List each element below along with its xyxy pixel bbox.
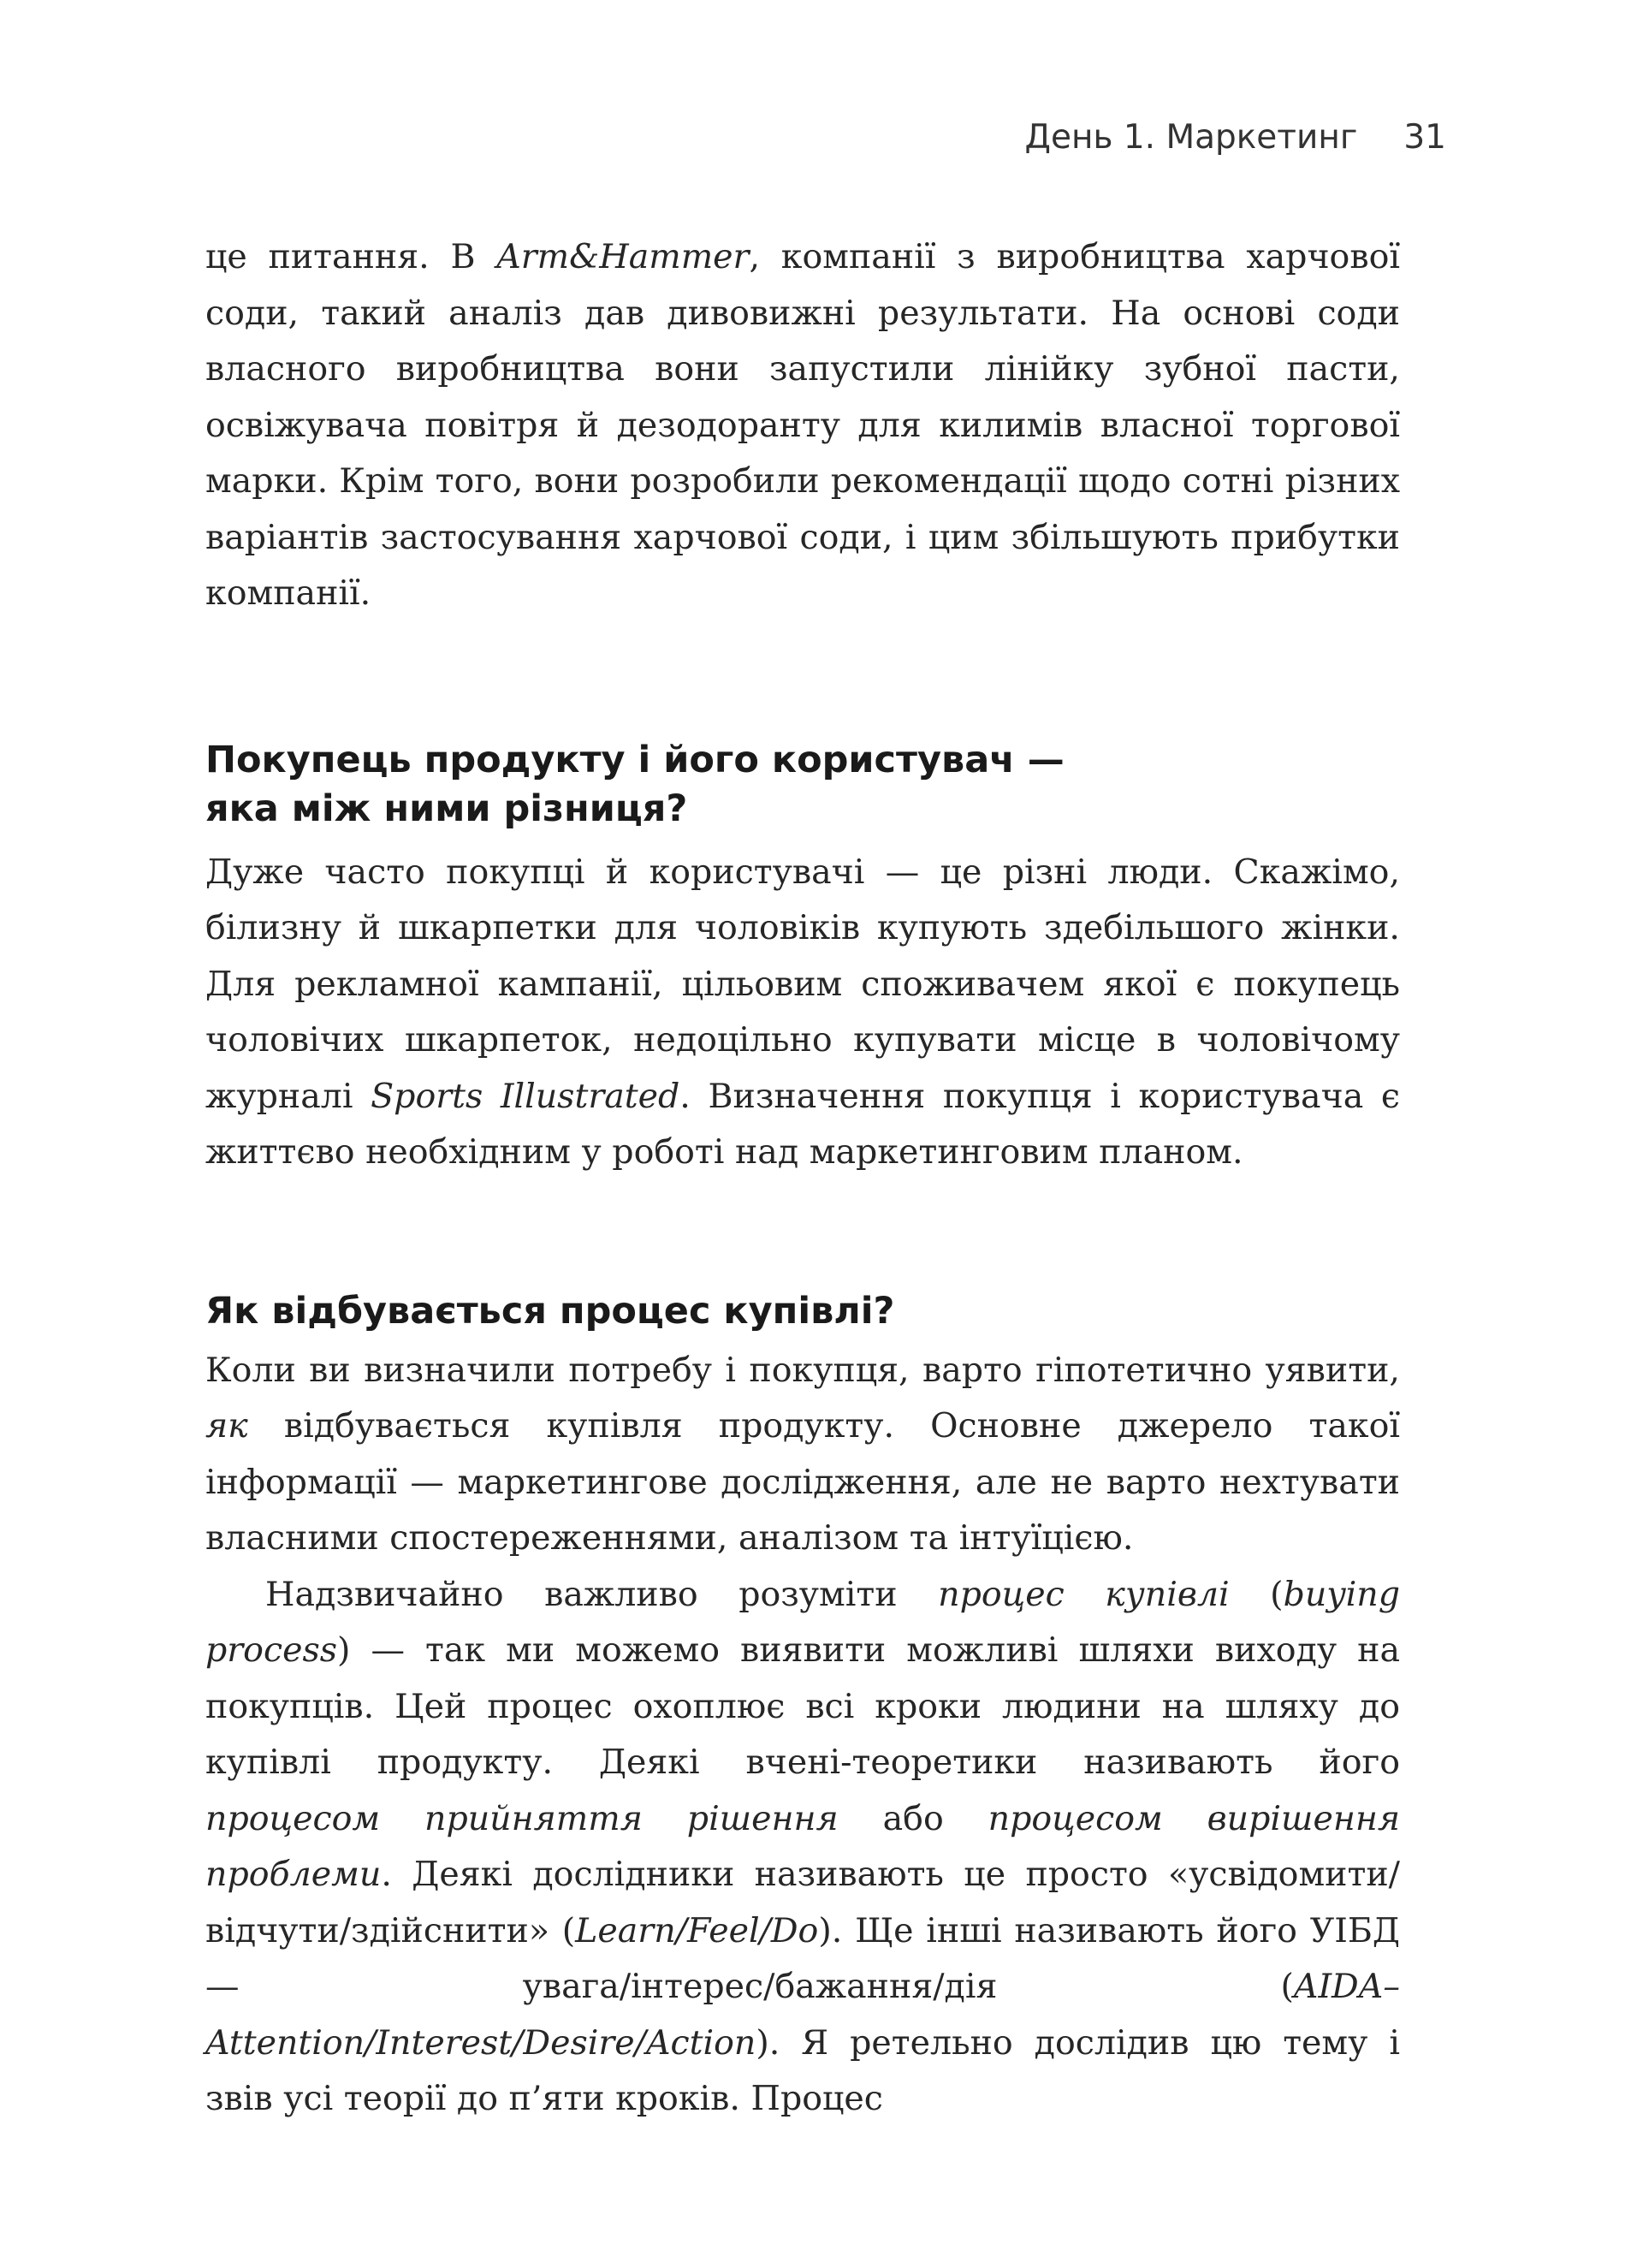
italic-text: AIDA–Attention/Interest/Desire/Action — [205, 1967, 1400, 2063]
text-run: . Визначення покупця і користувача є життєво необхідним у роботі над маркетинговим планом. — [205, 1076, 1400, 1172]
italic-text: Arm&Hammer — [496, 237, 750, 276]
paragraph — [205, 1567, 1400, 2128]
text-run: ) — так ми можемо виявити можливі шляхи виходу на покупців. Цей процес охоплює всі кроки людини на шляху до купівлі продукту. Деякі вчені-теоретики називають його — [205, 1630, 1400, 1782]
text-run: Дуже часто покупці й користувачі — це різні люди. Скажімо, білизну й шкарпетки для чоловіків купують здебільшого жінки. Для рекламної кампанії, цільовим споживачем якої є покупець чоловічих шкарпеток, недоцільно купувати місце в чоловічому журналі — [205, 852, 1400, 1116]
page-body — [205, 229, 1400, 2128]
section-title: День 1. Маркетинг — [1024, 118, 1358, 157]
text-run: ( — [1229, 1574, 1284, 1614]
text-run: або — [838, 1798, 988, 1838]
text-run: ). Я ретельно дослідив цю тему і звів усі теорії до п’яти кроків. Процес — [205, 2022, 1400, 2118]
section-heading — [205, 736, 1400, 834]
text-run: ). Ще інші називають його УІБД — увага/інтерес/бажання/дія ( — [205, 1910, 1400, 2006]
italic-text: buying process — [205, 1574, 1400, 1670]
italic-text: Learn/Feel/Do — [575, 1910, 819, 1950]
paragraph — [205, 845, 1400, 1181]
text-run: . Деякі дослідники називають це просто «усвідомити/відчути/здійснити» ( — [205, 1855, 1400, 1950]
page-number: 31 — [1403, 118, 1446, 157]
text-run: Коли ви визначили потребу і покупця, варто гіпотетично уявити, — [205, 1350, 1400, 1390]
section-heading: Як відбувається процес купівлі? — [205, 1289, 895, 1333]
italic-text: як — [205, 1406, 248, 1446]
text-run: це питання. В — [205, 237, 497, 276]
heading-line: яка між ними різниця? — [205, 787, 688, 830]
paragraph — [205, 1343, 1400, 1567]
running-header — [1025, 118, 1447, 157]
italic-text: процес купівлі — [938, 1574, 1230, 1614]
heading-line: Покупець продукту і його користувач — — [205, 738, 1065, 781]
italic-text: процесом вирішення проблеми — [205, 1798, 1401, 1894]
text-run: відбувається купівля продукту. Основне джерело такої інформації — маркетингове дослідження, але не варто нехтувати власними спостереженнями, аналізом та інтуїцією. — [205, 1406, 1400, 1558]
text-run: , компанії з виробництва харчової соди, такий аналіз дав дивовижні результати. На основі соди власного виробництва вони запустили лінійку зубної пасти, освіжувача повітря й дезодоранту для килимів власної торгової марки. Крім того, вони розробили рекомендації щодо сотні різних варіантів застосування харчової соди, і цим збільшують прибутки компанії. — [205, 237, 1400, 613]
italic-text: процесом прийняття рішення — [205, 1798, 839, 1838]
italic-text: Sports Illustrated — [371, 1076, 680, 1116]
text-run: Надзвичайно важливо розуміти — [265, 1574, 939, 1614]
paragraph — [205, 229, 1400, 622]
